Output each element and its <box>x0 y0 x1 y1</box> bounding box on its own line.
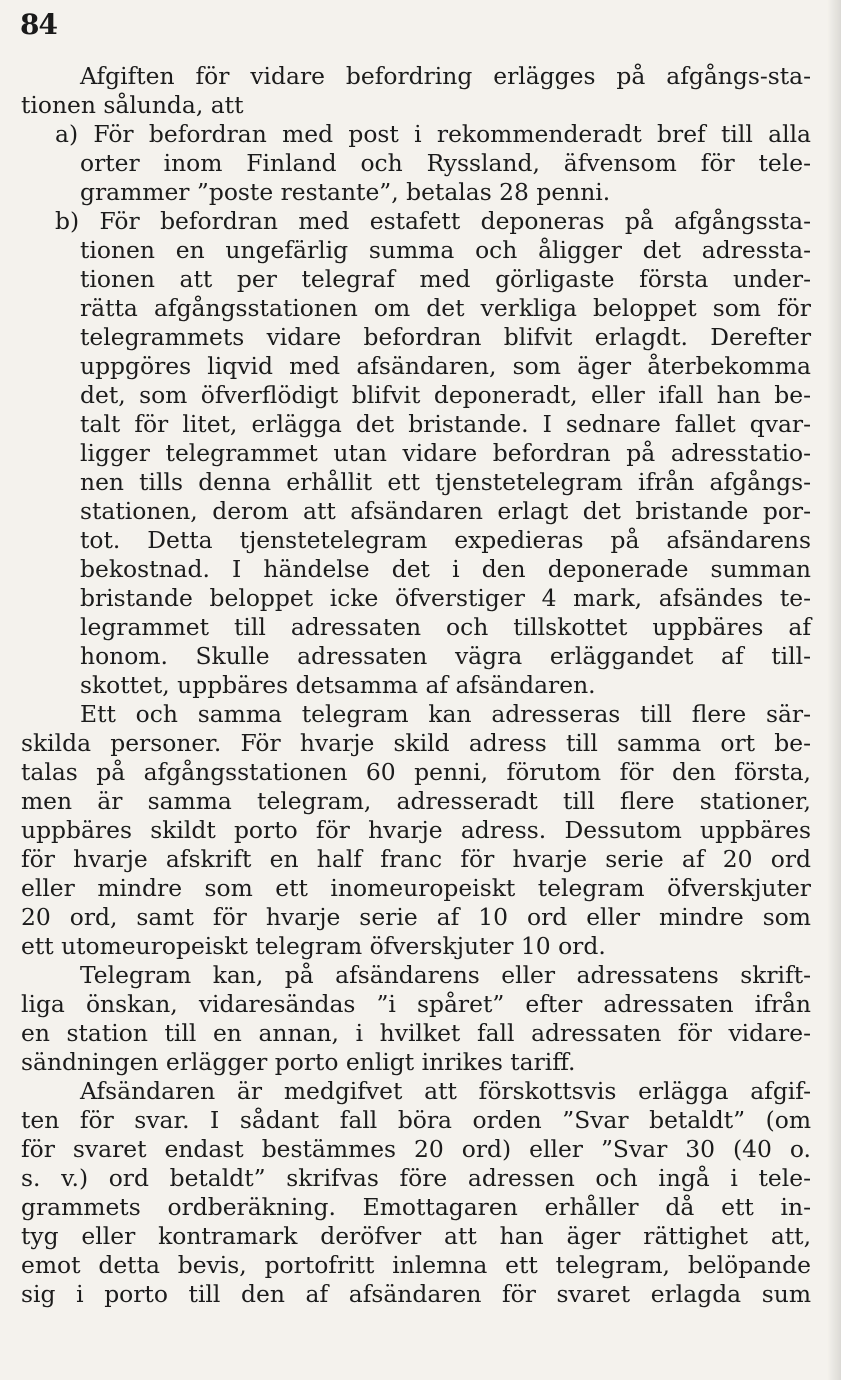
text-line: liga önskan, vidaresändas ”i spåret” efter adressaten ifrån <box>21 990 811 1018</box>
text-line: uppbäres skildt porto för hvarje adress. Dessutom uppbäres <box>21 816 811 844</box>
text-line: tyg eller kontramark deröfver att han äger rättighet att, <box>21 1222 811 1250</box>
text-line: Ett och samma telegram kan adresseras till flere sär- <box>80 700 811 728</box>
text-line: stationen, derom att afsändaren erlagt det bristande por- <box>80 497 811 525</box>
text-line: ten för svar. I sådant fall böra orden ”Svar betaldt” (om <box>21 1106 811 1134</box>
text-line: en station till en annan, i hvilket fall adressaten för vidare- <box>21 1019 811 1047</box>
body-text <box>21 62 811 1309</box>
text-line: sändningen erlägger porto enligt inrikes tariff. <box>21 1048 576 1076</box>
text-line: telegrammets vidare befordran blifvit erlagdt. Derefter <box>80 323 811 351</box>
text-line: skilda personer. För hvarje skild adress till samma ort be- <box>21 729 811 757</box>
text-line: talt för litet, erlägga det bristande. I sednare fallet qvar- <box>80 410 811 438</box>
text-line: nen tills denna erhållit ett tjenstetelegram ifrån afgångs- <box>80 468 811 496</box>
text-line: 20 ord, samt för hvarje serie af 10 ord eller mindre som <box>21 903 811 931</box>
text-line: uppgöres liqvid med afsändaren, som äger återbekomma <box>80 352 811 380</box>
text-line: bristande beloppet icke öfverstiger 4 mark, afsändes te- <box>80 584 811 612</box>
text-line: för hvarje afskrift en half franc för hvarje serie af 20 ord <box>21 845 811 873</box>
text-line: rätta afgångsstationen om det verkliga beloppet som för <box>80 294 811 322</box>
page-number: 84 <box>20 8 57 41</box>
text-line: eller mindre som ett inomeuropeiskt telegram öfverskjuter <box>21 874 811 902</box>
text-line: grammer ”poste restante”, betalas 28 penni. <box>80 178 611 206</box>
text-line: tot. Detta tjenstetelegram expedieras på afsändarens <box>80 526 811 554</box>
text-line: tionen att per telegraf med görligaste första under- <box>80 265 811 293</box>
text-line: för svaret endast bestämmes 20 ord) eller ”Svar 30 (40 o. <box>21 1135 811 1163</box>
text-line: grammets ordberäkning. Emottagaren erhåller då ett in- <box>21 1193 811 1221</box>
text-line: men är samma telegram, adresseradt till flere stationer, <box>21 787 811 815</box>
text-line: talas på afgångsstationen 60 penni, förutom för den första, <box>21 758 811 786</box>
text-line: skottet, uppbäres detsamma af afsändaren. <box>80 671 596 699</box>
page-edge-shadow <box>827 0 841 1380</box>
text-line: s. v.) ord betaldt” skrifvas före adressen och ingå i tele- <box>21 1164 811 1192</box>
text-line: Telegram kan, på afsändarens eller adressatens skrift- <box>80 961 811 989</box>
text-line: honom. Skulle adressaten vägra erläggandet af till- <box>80 642 811 670</box>
text-line: tionen en ungefärlig summa och åligger det adressta- <box>80 236 811 264</box>
text-line: det, som öfverflödigt blifvit deponeradt, eller ifall han be- <box>80 381 811 409</box>
text-line: ett utomeuropeiskt telegram öfverskjuter 10 ord. <box>21 932 606 960</box>
text-line: Afsändaren är medgifvet att förskottsvis erlägga afgif- <box>80 1077 811 1105</box>
text-line: legrammet till adressaten och tillskottet uppbäres af <box>80 613 811 641</box>
text-line: a) För befordran med post i rekommenderadt bref till alla <box>55 120 811 148</box>
text-line: emot detta bevis, portofritt inlemna ett telegram, belöpande <box>21 1251 811 1279</box>
text-line: sig i porto till den af afsändaren för svaret erlagda sum <box>21 1280 811 1308</box>
text-line: Afgiften för vidare befordring erlägges på afgångs-sta- <box>80 62 811 90</box>
text-line: ligger telegrammet utan vidare befordran på adresstatio- <box>80 439 811 467</box>
text-line: tionen sålunda, att <box>21 91 244 119</box>
text-line: bekostnad. I händelse det i den deponerade summan <box>80 555 811 583</box>
text-line: b) För befordran med estafett deponeras på afgångssta- <box>55 207 811 235</box>
text-line: orter inom Finland och Ryssland, äfvensom för tele- <box>80 149 811 177</box>
